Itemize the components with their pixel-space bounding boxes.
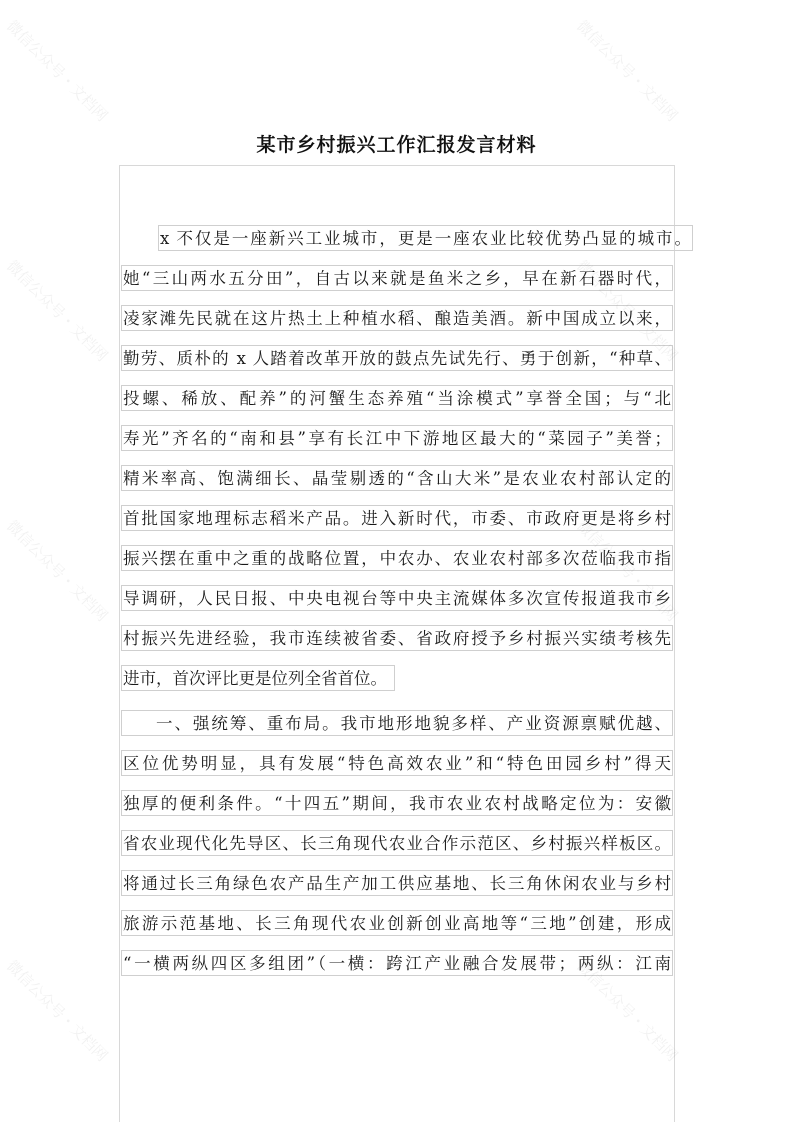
watermark: 微信公众号・文档网: [573, 516, 682, 625]
body-line: 凌家滩先民就在这片热土上种植水稻、酿造美酒。新中国成立以来，: [121, 305, 673, 331]
watermark: 微信公众号・文档网: [3, 256, 112, 365]
watermark: 微信公众号・文档网: [3, 16, 112, 125]
body-line: 进市，首次评比更是位列全省首位。: [121, 665, 395, 691]
body-line: 独厚的便利条件。“十四五”期间，我市农业农村战略定位为：安徽: [121, 790, 673, 816]
body-line: 将通过长三角绿色农产品生产加工供应基地、长三角休闲农业与乡村: [121, 870, 673, 896]
watermark: 微信公众号・文档网: [573, 956, 682, 1065]
body-line: 精米率高、饱满细长、晶莹剔透的“含山大米”是农业农村部认定的: [121, 465, 673, 491]
body-line: 区位优势明显，具有发展“特色高效农业”和“特色田园乡村”得天: [121, 750, 673, 776]
body-line: 寿光”齐名的“南和县”享有长江中下游地区最大的“菜园子”美誉；: [121, 425, 673, 451]
body-line: 省农业现代化先导区、长三角现代农业合作示范区、乡村振兴样板区。: [121, 830, 673, 856]
watermark: 微信公众号・文档网: [3, 516, 112, 625]
body-line: 村振兴先进经验，我市连续被省委、省政府授予乡村振兴实绩考核先: [121, 625, 673, 651]
body-line: 投螺、稀放、配养”的河蟹生态养殖“当涂模式”享誉全国；与“北: [121, 385, 673, 411]
body-line: 首批国家地理标志稻米产品。进入新时代，市委、市政府更是将乡村: [121, 505, 673, 531]
body-line: 导调研，人民日报、中央电视台等中央主流媒体多次宣传报道我市乡: [121, 585, 673, 611]
body-line: “一横两纵四区多组团”（一横：跨江产业融合发展带；两纵：江南: [121, 950, 673, 976]
body-line: 振兴摆在重中之重的战略位置，中农办、农业农村部多次莅临我市指: [121, 545, 673, 571]
body-line: 勤劳、质朴的 x 人踏着改革开放的鼓点先试先行、勇于创新，“种草、: [121, 345, 673, 371]
document-title: 某市乡村振兴工作汇报发言材料: [256, 134, 537, 156]
section-heading-line: 一、强统筹、重布局。我市地形地貌多样、产业资源禀赋优越、: [121, 710, 673, 736]
watermark: 微信公众号・文档网: [3, 956, 112, 1065]
watermark: 微信公众号・文档网: [573, 256, 682, 365]
body-line: 她“三山两水五分田”，自古以来就是鱼米之乡，早在新石器时代，: [121, 265, 673, 291]
body-line: 旅游示范基地、长三角现代农业创新创业高地等“三地”创建，形成: [121, 910, 673, 936]
body-line: x 不仅是一座新兴工业城市，更是一座农业比较优势凸显的城市。: [158, 225, 693, 251]
watermark: 微信公众号・文档网: [573, 16, 682, 125]
